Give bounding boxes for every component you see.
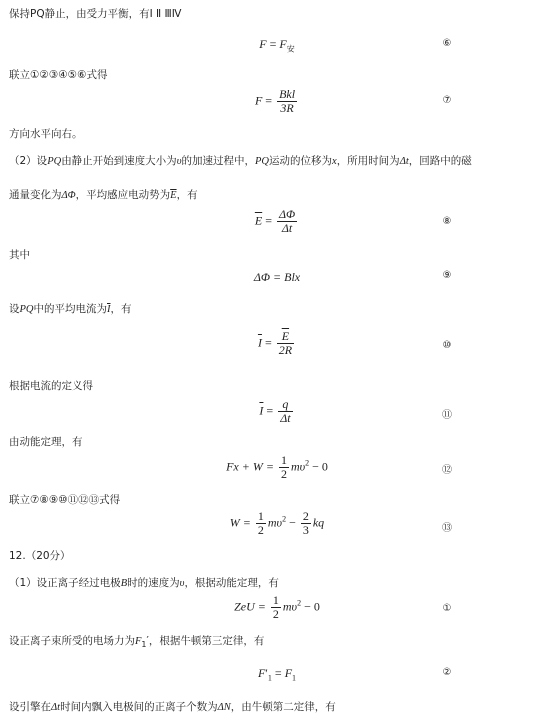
var: υ (176, 156, 182, 167)
eq-text: kq (312, 515, 325, 530)
text-line-kinetic-theorem (9, 434, 83, 449)
var: F (135, 636, 142, 647)
equation-number-15: ② (442, 667, 452, 678)
var: Δt (51, 702, 61, 713)
text-line-flux (9, 187, 198, 202)
eq-text: = (263, 403, 277, 418)
text-line-avg-current (9, 301, 132, 316)
text-line-direction (9, 126, 83, 141)
text: 12.（20分） (9, 550, 71, 562)
text: ，所用时间为 (336, 155, 400, 167)
text-line-current-def (9, 378, 93, 393)
text: 联立①②③④⑤⑥式得 (9, 69, 108, 81)
equation-number-11: ⑪ (442, 410, 452, 421)
denominator: 2 (272, 607, 279, 621)
fraction (301, 510, 311, 537)
text: 由动能定理，有 (9, 436, 83, 448)
text: 联立⑦⑧⑨⑩⑪⑫⑬式得 (9, 494, 121, 506)
text-line-where (9, 247, 30, 262)
text: 时的速度为 (127, 577, 180, 589)
var: $\overline{I}$ (107, 304, 111, 315)
var: ΔΦ (61, 190, 76, 201)
eq-text: $\overline{I}$ (257, 335, 262, 350)
denominator: Δt (280, 411, 291, 425)
text: ，有 (176, 189, 198, 201)
fraction (277, 330, 294, 357)
denominator: 2R (278, 343, 293, 357)
eq-text: mυ (267, 515, 283, 530)
text-line-ion-count (9, 699, 336, 714)
eq-text: W = (229, 515, 254, 530)
eq-text: 1 (292, 673, 297, 683)
eq-text: F (279, 37, 287, 51)
text: ，回路中的磁 (408, 155, 472, 167)
equation-number-8: ⑧ (442, 216, 452, 227)
text: 中的平均电流为 (33, 303, 107, 315)
equation-8 (0, 208, 554, 235)
eq-text: ZeU = (234, 599, 269, 614)
eq-text: F (257, 666, 266, 680)
eq-text: 2 (297, 598, 302, 608)
eq-text: = (262, 93, 276, 108)
var: Δt (399, 156, 409, 167)
eq-text: F (254, 93, 263, 108)
var: υ (179, 578, 185, 589)
equation-7 (0, 88, 554, 115)
text: 设 (9, 303, 20, 315)
numerator: 1 (272, 593, 279, 607)
fraction (279, 454, 289, 481)
eq-text: mυ (290, 459, 306, 474)
text: 设引擎在 (9, 701, 51, 713)
eq-text: F (284, 666, 293, 680)
equation-number-10: ⑩ (442, 340, 452, 351)
text: ，有 (110, 303, 132, 315)
text: ，根据动能定理，有 (184, 577, 279, 589)
eq-text: = (262, 213, 275, 228)
equation-13 (0, 510, 554, 537)
eq-text: mυ (282, 599, 298, 614)
equation-15 (0, 666, 554, 682)
eq-text: 1 (267, 673, 272, 683)
text: （2）设 (9, 155, 48, 167)
var: x (332, 156, 337, 167)
fraction (277, 208, 297, 235)
fraction (256, 510, 266, 537)
equation-12 (0, 454, 554, 481)
text: 设正离子束所受的电场力为 (9, 635, 135, 647)
denominator: 2 (257, 523, 264, 537)
equation-number-7: ⑦ (442, 95, 452, 106)
text: （1）设正离子经过电极 (9, 577, 121, 589)
eq-text: = (266, 37, 280, 51)
text: 的加速过程中， (181, 155, 256, 167)
text: 时间内飘入电极间的正离子个数为 (60, 701, 218, 713)
text: 其中 (9, 249, 30, 261)
text-line-combine-2 (9, 492, 120, 507)
eq-text: 安 (286, 44, 295, 54)
numerator: 1 (257, 509, 264, 523)
text-line-part2 (9, 153, 472, 168)
eq-text: ′ (265, 666, 268, 680)
numerator: $\overline{E}$ (277, 330, 294, 344)
var: ΔN (217, 702, 231, 713)
eq-text: Fx + W = (226, 459, 277, 474)
text-line-equilibrium (9, 6, 181, 21)
numerator: ΔΦ (278, 207, 296, 221)
eq-text: − 0 (309, 459, 328, 474)
numerator: 2 (302, 509, 309, 523)
text: 保持PQ静止，由受力平衡，有Ⅰ Ⅱ ⅢⅣ (9, 8, 182, 20)
var: PQ (19, 304, 34, 315)
text: 通量变化为 (9, 189, 62, 201)
text: 方向水平向右。 (9, 128, 83, 140)
numerator: 1 (280, 453, 287, 467)
equation-number-9: ⑨ (442, 270, 452, 281)
equation-6 (0, 37, 554, 54)
eq-text: − 0 (301, 599, 320, 614)
equation-number-12: ⑫ (442, 465, 452, 476)
denominator: 3R (280, 101, 294, 115)
fraction (277, 88, 297, 115)
text-line-problem-12 (9, 548, 71, 563)
fraction (278, 398, 292, 425)
eq-text: $\overline{I}$ (259, 403, 264, 418)
eq-text: 2 (305, 458, 310, 468)
eq-text: 2 (282, 514, 287, 524)
equation-number-6: ⑥ (442, 38, 452, 49)
eq-text: − (286, 515, 299, 530)
equation-9: ΔΦ = Blx (253, 270, 301, 284)
equation-14 (0, 594, 554, 621)
equation-10 (0, 330, 554, 357)
equation-11 (0, 398, 554, 425)
text: ，平均感应电动势为 (75, 189, 171, 201)
text: ，根据牛顿第三定律，有 (148, 635, 265, 647)
numerator: q (278, 398, 292, 412)
var: PQ (255, 156, 270, 167)
denominator: Δt (281, 221, 293, 235)
text-line-electric-force: 设正离子束所受的电场力为$F_1'$，根据牛顿第三定律，有 (9, 635, 265, 650)
var: $\overline{E}$ (170, 190, 177, 201)
var: B (120, 578, 128, 589)
eq-text: = (261, 335, 275, 350)
text: 根据电流的定义得 (9, 380, 93, 392)
var: PQ (47, 156, 62, 167)
numerator: Bkl (279, 87, 296, 101)
text: ，由牛顿第二定律，有 (230, 701, 336, 713)
eq-text: = (271, 666, 285, 680)
denominator: 3 (302, 523, 309, 537)
eq-text: F (259, 37, 267, 51)
text: 运动的位移为 (269, 155, 333, 167)
fraction (271, 594, 281, 621)
eq-text: $\overline{E}$ (254, 213, 263, 228)
equation-number-13: ⑬ (442, 523, 452, 534)
text-line-ion-speed (9, 575, 279, 590)
denominator: 2 (280, 467, 287, 481)
equation-number-14: ① (442, 603, 452, 614)
text: 由静止开始到速度大小为 (61, 155, 177, 167)
text-line-combine-1 (9, 67, 107, 82)
